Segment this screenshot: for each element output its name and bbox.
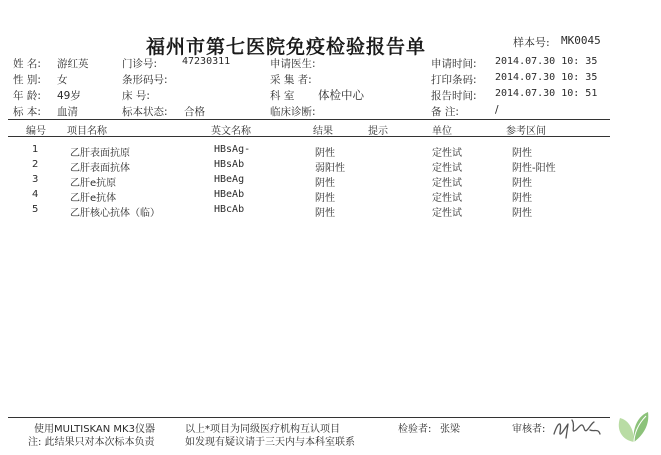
collector-label: 采 集 者:	[270, 74, 312, 86]
req-time-value: 2014.07.30 10: 35	[495, 56, 598, 67]
row-no: 5	[32, 204, 39, 215]
disclaimer-note: 注: 此结果只对本次标本负责	[28, 437, 155, 448]
row-result: 阴性	[315, 208, 335, 219]
col-header-hint: 提示	[368, 126, 388, 137]
row-no: 2	[32, 159, 39, 170]
row-no: 3	[32, 174, 39, 185]
col-header-result: 结果	[313, 126, 333, 137]
col-header-en: 英文名称	[211, 126, 251, 137]
dept-value: 体检中心	[318, 88, 364, 102]
barcode-label: 条形码号:	[122, 74, 168, 86]
specimen-value: 血清	[57, 106, 78, 118]
col-header-ref: 参考区间	[506, 126, 546, 137]
row-result: 阴性	[315, 148, 335, 159]
row-ref: 阴性-阳性	[512, 163, 556, 174]
age-value: 49岁	[57, 90, 81, 102]
row-result: 弱阳性	[315, 163, 345, 174]
row-en: HBeAb	[214, 189, 245, 200]
row-en: HBsAb	[214, 159, 245, 170]
dept-label: 科 室	[270, 90, 295, 102]
footer-line	[8, 417, 610, 418]
row-unit: 定性试	[432, 148, 462, 159]
col-header-no: 编号	[26, 126, 46, 137]
diagnosis-label: 临床诊断:	[270, 106, 316, 118]
row-name: 乙肝核心抗体（临）	[70, 208, 160, 219]
row-name: 乙肝表面抗原	[70, 148, 130, 159]
row-ref: 阴性	[512, 193, 532, 204]
row-unit: 定性试	[432, 163, 462, 174]
gender-value: 女	[57, 74, 68, 86]
row-name: 乙肝e抗体	[70, 193, 117, 204]
name-label: 姓 名:	[13, 58, 41, 70]
remark-label: 备 注:	[431, 106, 459, 118]
header-top-line	[8, 119, 610, 120]
report-title: 福州市第七医院免疫检验报告单	[146, 36, 427, 58]
report-time-label: 报告时间:	[431, 90, 477, 102]
examiner-label: 检验者:	[398, 424, 432, 435]
row-result: 阴性	[315, 193, 335, 204]
row-name: 乙肝表面抗体	[70, 163, 130, 174]
bed-label: 床 号:	[122, 90, 150, 102]
row-en: HBeAg	[214, 174, 245, 185]
row-ref: 阴性	[512, 178, 532, 189]
reviewer-label: 审核者:	[512, 424, 546, 435]
row-no: 1	[32, 144, 39, 155]
specimen-label: 标 本:	[13, 106, 41, 118]
remark-value: /	[495, 104, 499, 116]
sample-no-value: MK0045	[561, 34, 601, 47]
col-header-unit: 单位	[432, 126, 452, 137]
sample-no-label: 样本号:	[513, 36, 550, 49]
row-en: HBcAb	[214, 204, 245, 215]
leaf-logo-icon	[612, 406, 656, 446]
specimen-status-value: 合格	[184, 106, 205, 118]
row-ref: 阴性	[512, 148, 532, 159]
reviewer-signature	[550, 412, 606, 444]
row-unit: 定性试	[432, 193, 462, 204]
print-barcode-label: 打印条码:	[431, 74, 477, 86]
instrument-text: 使用MULTISKAN MK3仪器	[34, 424, 155, 435]
col-header-name: 项目名称	[67, 126, 107, 137]
examiner-name: 张梁	[440, 424, 460, 435]
report-time-value: 2014.07.30 10: 51	[495, 88, 598, 99]
doctor-label: 申请医生:	[270, 58, 316, 70]
gender-label: 性 别:	[13, 74, 41, 86]
patient-name: 游红英	[57, 58, 89, 70]
row-unit: 定性试	[432, 208, 462, 219]
row-unit: 定性试	[432, 178, 462, 189]
print-barcode-time: 2014.07.30 10: 35	[495, 72, 598, 83]
row-no: 4	[32, 189, 39, 200]
req-time-label: 申请时间:	[431, 58, 477, 70]
row-ref: 阴性	[512, 208, 532, 219]
row-result: 阴性	[315, 178, 335, 189]
clinic-no-value: 47230311	[182, 56, 231, 67]
clinic-no-label: 门诊号:	[122, 58, 158, 70]
age-label: 年 龄:	[13, 90, 41, 102]
row-en: HBsAg-	[214, 144, 251, 155]
row-name: 乙肝e抗原	[70, 178, 117, 189]
specimen-status-label: 标本状态:	[122, 106, 168, 118]
mutual-recognition-text: 以上*项目为同级医疗机构互认项目	[185, 424, 340, 435]
query-note: 如发现有疑议请于三天内与本科室联系	[185, 437, 355, 448]
